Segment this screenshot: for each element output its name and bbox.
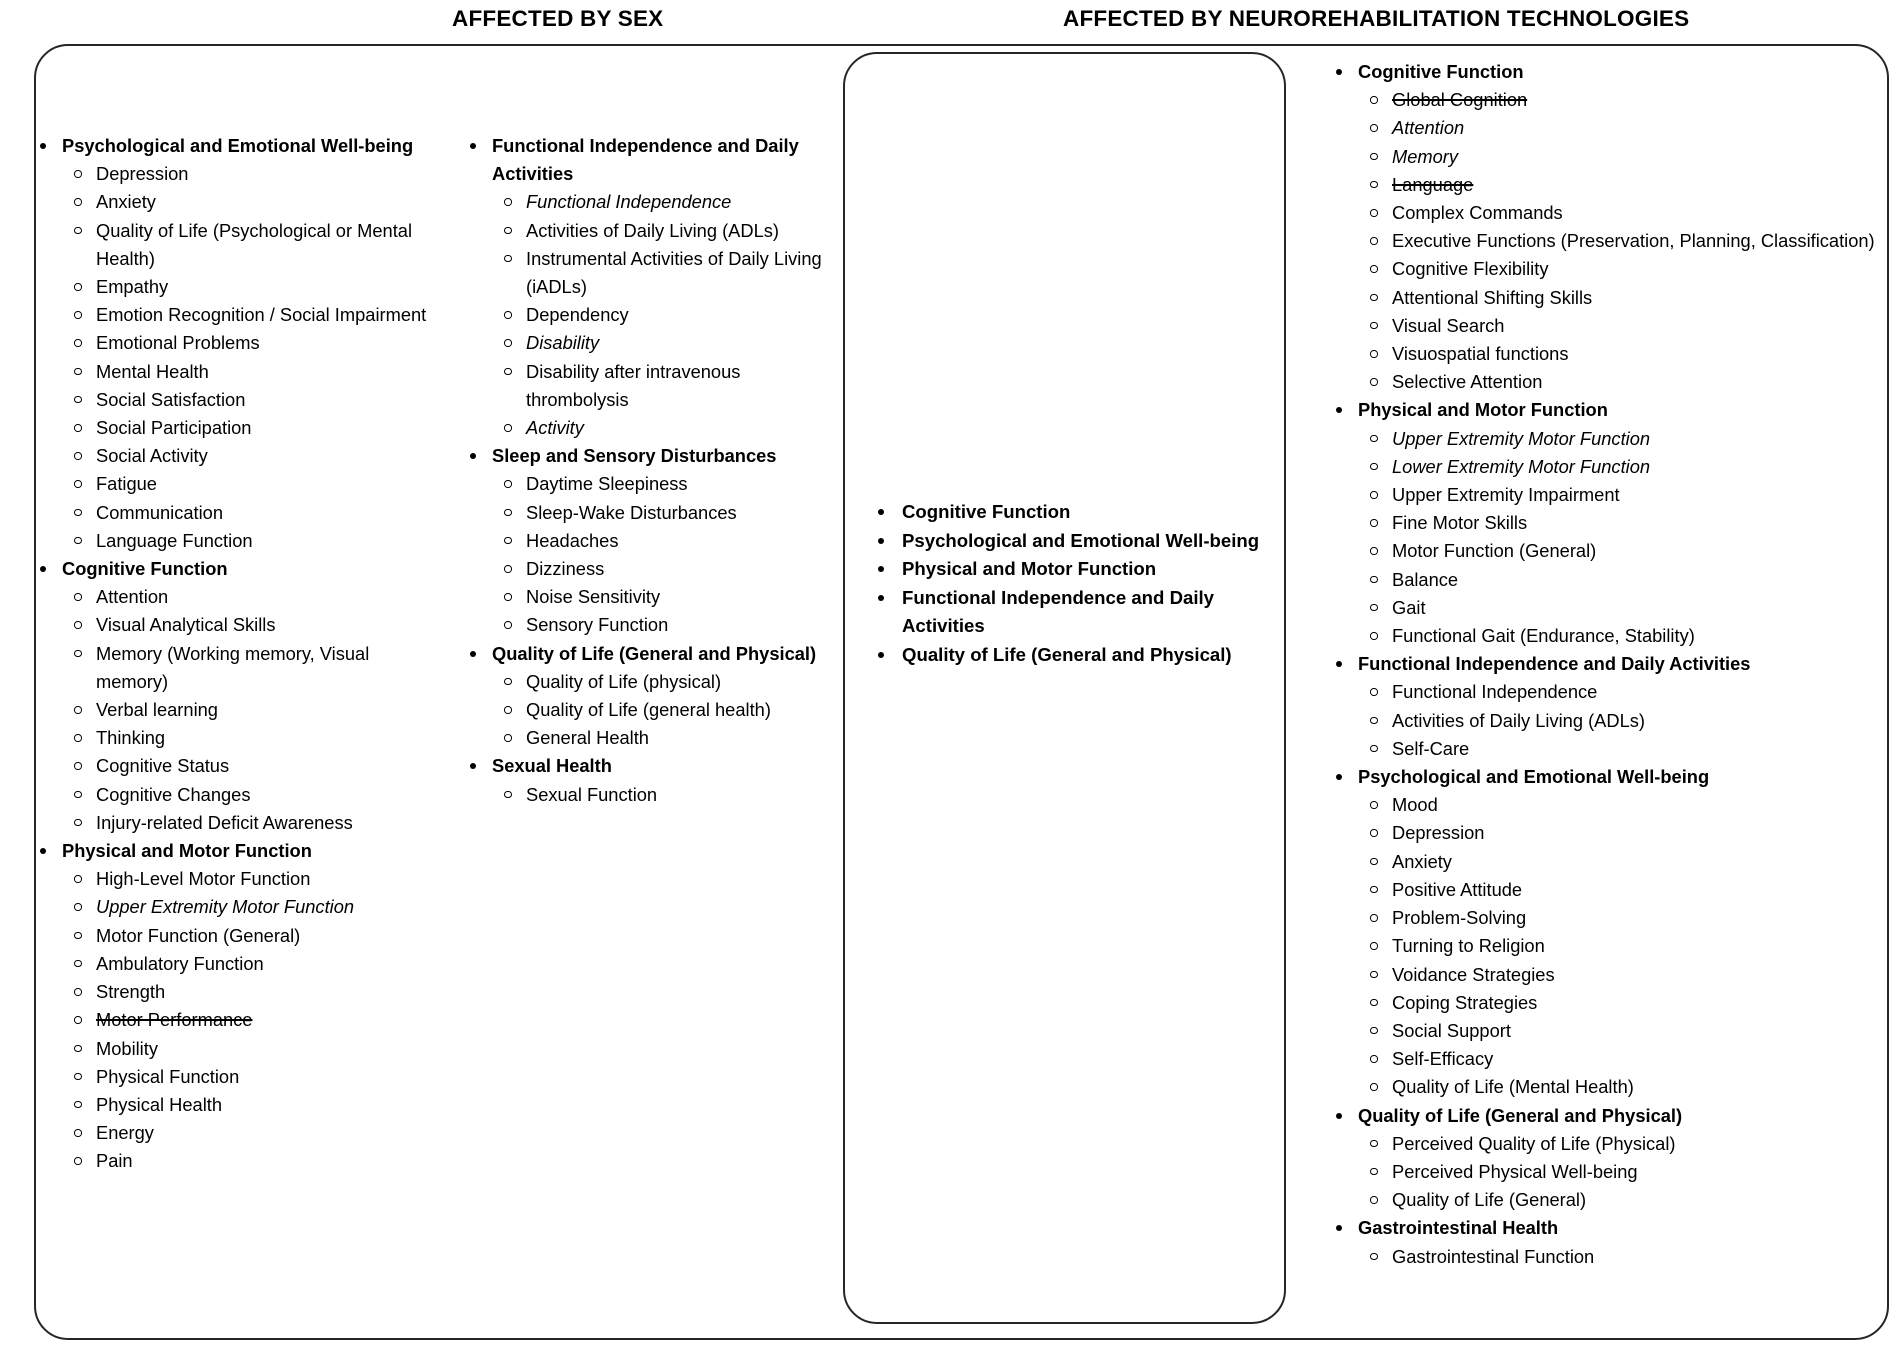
outcome-item bbox=[1318, 114, 1878, 142]
category-item bbox=[1318, 650, 1878, 678]
outcome-item bbox=[1318, 199, 1878, 227]
category-item bbox=[22, 837, 442, 865]
outcome-item bbox=[452, 217, 832, 245]
item-label: Strength bbox=[96, 981, 166, 1003]
outcome-item bbox=[452, 414, 832, 442]
outcome-item bbox=[452, 668, 832, 696]
item-label: Physical and Motor Function bbox=[1358, 399, 1608, 421]
item-label: Functional Independence and Daily Activities bbox=[1358, 653, 1751, 675]
outcome-item bbox=[22, 1035, 442, 1063]
outcome-item bbox=[1318, 1073, 1878, 1101]
item-label: Quality of Life (general health) bbox=[526, 699, 771, 721]
outcome-item bbox=[22, 611, 442, 639]
item-label: Dependency bbox=[526, 304, 629, 326]
outcome-item bbox=[1318, 312, 1878, 340]
item-label: Memory (Working memory, Visual memory) bbox=[96, 642, 370, 692]
category-item bbox=[452, 132, 832, 188]
item-label: Attention bbox=[1392, 117, 1465, 139]
outcome-item bbox=[1318, 368, 1878, 396]
outcome-item bbox=[22, 386, 442, 414]
outcome-item bbox=[22, 583, 442, 611]
item-label: Perceived Quality of Life (Physical) bbox=[1392, 1132, 1676, 1154]
outcome-item bbox=[452, 470, 832, 498]
item-label: Upper Extremity Impairment bbox=[1392, 484, 1620, 506]
item-label: Upper Extremity Motor Function bbox=[96, 896, 355, 918]
outcome-item bbox=[22, 217, 442, 273]
outcome-item bbox=[22, 696, 442, 724]
item-label: Cognitive Flexibility bbox=[1392, 258, 1549, 280]
outcome-item bbox=[22, 160, 442, 188]
outcome-item bbox=[452, 188, 832, 216]
item-label: Quality of Life (General and Physical) bbox=[1358, 1104, 1683, 1126]
item-label: General Health bbox=[526, 727, 649, 749]
outcome-item bbox=[1318, 594, 1878, 622]
item-label: Coping Strategies bbox=[1392, 991, 1538, 1013]
outcome-item bbox=[22, 527, 442, 555]
outcome-item bbox=[1318, 1045, 1878, 1073]
outcome-item bbox=[22, 470, 442, 498]
item-label: Attentional Shifting Skills bbox=[1392, 286, 1593, 308]
item-label: Communication bbox=[96, 501, 224, 523]
outcome-item bbox=[1318, 86, 1878, 114]
heading-affected-by-sex: AFFECTED BY SEX bbox=[452, 6, 664, 31]
outcome-item bbox=[22, 724, 442, 752]
item-label: Verbal learning bbox=[96, 699, 218, 721]
outcome-item bbox=[22, 442, 442, 470]
item-label: Noise Sensitivity bbox=[526, 586, 661, 608]
item-label: Physical Health bbox=[96, 1093, 222, 1115]
outcome-item bbox=[1318, 1158, 1878, 1186]
item-label: Mental Health bbox=[96, 360, 209, 382]
outcome-item bbox=[1318, 509, 1878, 537]
item-label: Selective Attention bbox=[1392, 371, 1543, 393]
column-overlap-shared bbox=[862, 498, 1272, 670]
outcome-item bbox=[452, 583, 832, 611]
item-label: Ambulatory Function bbox=[96, 952, 264, 974]
item-label: Attention bbox=[96, 586, 169, 608]
item-label: Mood bbox=[1392, 794, 1438, 816]
outcome-item bbox=[22, 1006, 442, 1034]
outcome-item bbox=[1318, 1243, 1878, 1271]
item-label: Sleep and Sensory Disturbances bbox=[492, 445, 777, 467]
outcome-item bbox=[1318, 707, 1878, 735]
outcome-item bbox=[1318, 537, 1878, 565]
item-label: Physical and Motor Function bbox=[902, 558, 1157, 580]
outcome-item bbox=[1318, 171, 1878, 199]
figure-headings bbox=[0, 0, 1900, 42]
item-label: Cognitive Status bbox=[96, 755, 230, 777]
outcome-item bbox=[1318, 1130, 1878, 1158]
item-label: Turning to Religion bbox=[1392, 935, 1545, 957]
outcome-item bbox=[452, 696, 832, 724]
outcome-item bbox=[1318, 735, 1878, 763]
outcome-item bbox=[452, 499, 832, 527]
item-label: Emotional Problems bbox=[96, 332, 260, 354]
item-label: Physical and Motor Function bbox=[62, 840, 312, 862]
item-label: Functional Independence bbox=[526, 191, 732, 213]
category-item bbox=[862, 527, 1272, 556]
item-label: Quality of Life (General and Physical) bbox=[902, 643, 1232, 665]
item-label: Energy bbox=[96, 1122, 154, 1144]
item-label: Functional Gait (Endurance, Stability) bbox=[1392, 625, 1695, 647]
category-item bbox=[452, 442, 832, 470]
outcome-item bbox=[452, 611, 832, 639]
outcome-item bbox=[1318, 566, 1878, 594]
outcome-item bbox=[452, 724, 832, 752]
category-item bbox=[1318, 1214, 1878, 1242]
category-item bbox=[862, 641, 1272, 670]
outcome-item bbox=[22, 781, 442, 809]
item-label: Gastrointestinal Health bbox=[1358, 1217, 1559, 1239]
outcome-item bbox=[1318, 143, 1878, 171]
list-overlap-shared bbox=[862, 498, 1272, 670]
outcome-item bbox=[1318, 989, 1878, 1017]
item-label: Emotion Recognition / Social Impairment bbox=[96, 304, 427, 326]
item-label: Social Satisfaction bbox=[96, 388, 246, 410]
item-label: Executive Functions (Preservation, Planning, Classification) bbox=[1392, 230, 1875, 252]
outcome-item bbox=[1318, 340, 1878, 368]
outcome-item bbox=[1318, 227, 1878, 255]
item-label: Social Activity bbox=[96, 445, 208, 467]
item-label: Activity bbox=[526, 417, 584, 439]
item-label: Psychological and Emotional Well-being bbox=[902, 529, 1260, 551]
item-label: Disability after intravenous thrombolysis bbox=[526, 360, 741, 410]
item-label: Cognitive Changes bbox=[96, 783, 251, 805]
item-label: Cognitive Function bbox=[62, 558, 228, 580]
outcome-item bbox=[22, 978, 442, 1006]
item-label: Dizziness bbox=[526, 558, 605, 580]
outcome-item bbox=[22, 188, 442, 216]
item-label: Headaches bbox=[526, 529, 619, 551]
item-label: Daytime Sleepiness bbox=[526, 473, 688, 495]
outcome-item bbox=[1318, 284, 1878, 312]
overlap-center-box bbox=[843, 52, 1286, 1324]
item-label: Quality of Life (General) bbox=[1392, 1189, 1587, 1211]
outcome-item bbox=[22, 1147, 442, 1175]
item-label: Social Support bbox=[1392, 1019, 1511, 1041]
item-label: Anxiety bbox=[96, 191, 156, 213]
outcome-item bbox=[452, 329, 832, 357]
item-label: Depression bbox=[1392, 822, 1485, 844]
category-item bbox=[1318, 1102, 1878, 1130]
outcome-item bbox=[22, 1119, 442, 1147]
item-label: Complex Commands bbox=[1392, 202, 1563, 224]
item-label: Activities of Daily Living (ADLs) bbox=[1392, 709, 1645, 731]
outcome-item bbox=[22, 329, 442, 357]
column-affected-by-sex-left bbox=[22, 132, 442, 1176]
item-label: Sexual Function bbox=[526, 783, 658, 805]
outcome-item bbox=[1318, 622, 1878, 650]
item-label: Self-Care bbox=[1392, 737, 1470, 759]
column-affected-by-technologies bbox=[1318, 58, 1878, 1271]
item-label: Functional Independence and Daily Activities bbox=[492, 135, 799, 185]
outcome-item bbox=[1318, 453, 1878, 481]
item-label: Positive Attitude bbox=[1392, 878, 1523, 900]
outcome-item bbox=[452, 245, 832, 301]
outcome-item bbox=[22, 499, 442, 527]
item-label: Anxiety bbox=[1392, 850, 1452, 872]
item-label: Perceived Physical Well-being bbox=[1392, 1160, 1638, 1182]
category-item bbox=[1318, 58, 1878, 86]
outcome-item bbox=[22, 1091, 442, 1119]
item-label: Depression bbox=[96, 163, 189, 185]
outcome-item bbox=[452, 781, 832, 809]
outcome-item bbox=[22, 273, 442, 301]
outcome-item bbox=[22, 640, 442, 696]
category-item bbox=[22, 555, 442, 583]
category-item bbox=[452, 752, 832, 780]
item-label: High-Level Motor Function bbox=[96, 868, 311, 890]
column-affected-by-sex-right bbox=[452, 132, 832, 809]
item-label: Cognitive Function bbox=[902, 501, 1071, 522]
item-label: Mobility bbox=[96, 1037, 158, 1059]
outcome-item bbox=[452, 301, 832, 329]
outcome-item bbox=[452, 555, 832, 583]
category-item bbox=[862, 555, 1272, 584]
outcome-item bbox=[1318, 1186, 1878, 1214]
outcome-item bbox=[22, 301, 442, 329]
outcome-item bbox=[22, 414, 442, 442]
item-label: Psychological and Emotional Well-being bbox=[62, 135, 414, 156]
item-label: Visual Search bbox=[1392, 314, 1505, 336]
outcome-item bbox=[22, 1063, 442, 1091]
category-item bbox=[1318, 396, 1878, 424]
item-label: Cognitive Function bbox=[1358, 61, 1524, 82]
list-affected-by-sex-right bbox=[452, 132, 832, 809]
outcome-item bbox=[1318, 791, 1878, 819]
outcome-item bbox=[1318, 425, 1878, 453]
outcome-item bbox=[1318, 678, 1878, 706]
list-affected-by-technologies bbox=[1318, 58, 1878, 1271]
item-label: Visuospatial functions bbox=[1392, 343, 1569, 365]
item-label: Empathy bbox=[96, 276, 169, 298]
item-label: Visual Analytical Skills bbox=[96, 614, 276, 636]
item-label: Functional Independence bbox=[1392, 681, 1598, 703]
outcome-item bbox=[22, 950, 442, 978]
item-label: Pain bbox=[96, 1150, 133, 1172]
outcome-item bbox=[452, 358, 832, 414]
heading-affected-by-neurorehabilitation-technologies: AFFECTED BY NEUROREHABILITATION TECHNOLOGIES bbox=[1063, 6, 1690, 31]
item-label: Sleep-Wake Disturbances bbox=[526, 501, 737, 523]
outcome-item bbox=[22, 752, 442, 780]
item-label: Gastrointestinal Function bbox=[1392, 1245, 1595, 1267]
category-item bbox=[22, 132, 442, 160]
item-label: Quality of Life (General and Physical) bbox=[492, 642, 817, 664]
outcome-item bbox=[1318, 1017, 1878, 1045]
outcome-item bbox=[1318, 481, 1878, 509]
outcome-item bbox=[1318, 904, 1878, 932]
item-label: Psychological and Emotional Well-being bbox=[1358, 766, 1710, 788]
item-label: Balance bbox=[1392, 568, 1459, 590]
item-label: Injury-related Deficit Awareness bbox=[96, 811, 353, 833]
outcome-item bbox=[1318, 932, 1878, 960]
item-label: Sexual Health bbox=[492, 755, 612, 777]
item-label: Global Cognition bbox=[1392, 89, 1528, 111]
outcome-item bbox=[1318, 819, 1878, 847]
outcome-item bbox=[1318, 961, 1878, 989]
item-label: Thinking bbox=[96, 727, 166, 749]
outcome-item bbox=[22, 809, 442, 837]
outcome-item bbox=[22, 893, 442, 921]
outcome-item bbox=[1318, 848, 1878, 876]
item-label: Self-Efficacy bbox=[1392, 1048, 1494, 1070]
outcome-item bbox=[1318, 255, 1878, 283]
item-label: Quality of Life (physical) bbox=[526, 670, 722, 692]
item-label: Disability bbox=[526, 332, 600, 354]
outcome-item bbox=[22, 358, 442, 386]
item-label: Activities of Daily Living (ADLs) bbox=[526, 219, 779, 241]
item-label: Physical Function bbox=[96, 1065, 240, 1087]
category-item bbox=[452, 640, 832, 668]
item-label: Motor Performance bbox=[96, 1009, 253, 1031]
outcome-item bbox=[22, 865, 442, 893]
category-item bbox=[862, 498, 1272, 527]
item-label: Voidance Strategies bbox=[1392, 963, 1555, 985]
item-label: Motor Function (General) bbox=[96, 924, 301, 946]
item-label: Memory bbox=[1392, 145, 1459, 167]
item-label: Upper Extremity Motor Function bbox=[1392, 427, 1651, 449]
item-label: Fatigue bbox=[96, 473, 157, 495]
outcome-item bbox=[22, 922, 442, 950]
item-label: Instrumental Activities of Daily Living (iADLs) bbox=[526, 247, 822, 298]
item-label: Lower Extremity Motor Function bbox=[1392, 455, 1651, 477]
item-label: Problem-Solving bbox=[1392, 907, 1527, 929]
outcome-item bbox=[1318, 876, 1878, 904]
item-label: Sensory Function bbox=[526, 614, 669, 636]
category-item bbox=[1318, 763, 1878, 791]
item-label: Social Participation bbox=[96, 417, 252, 439]
item-label: Functional Independence and Daily Activities bbox=[902, 586, 1215, 637]
category-item bbox=[862, 584, 1272, 641]
outcome-item bbox=[452, 527, 832, 555]
item-label: Quality of Life (Psychological or Mental Health) bbox=[96, 219, 413, 269]
item-label: Language Function bbox=[96, 529, 253, 551]
item-label: Gait bbox=[1392, 596, 1426, 618]
item-label: Quality of Life (Mental Health) bbox=[1392, 1076, 1634, 1098]
item-label: Language bbox=[1392, 173, 1474, 195]
item-label: Fine Motor Skills bbox=[1392, 512, 1528, 534]
list-affected-by-sex-left bbox=[22, 132, 442, 1176]
item-label: Motor Function (General) bbox=[1392, 540, 1597, 562]
